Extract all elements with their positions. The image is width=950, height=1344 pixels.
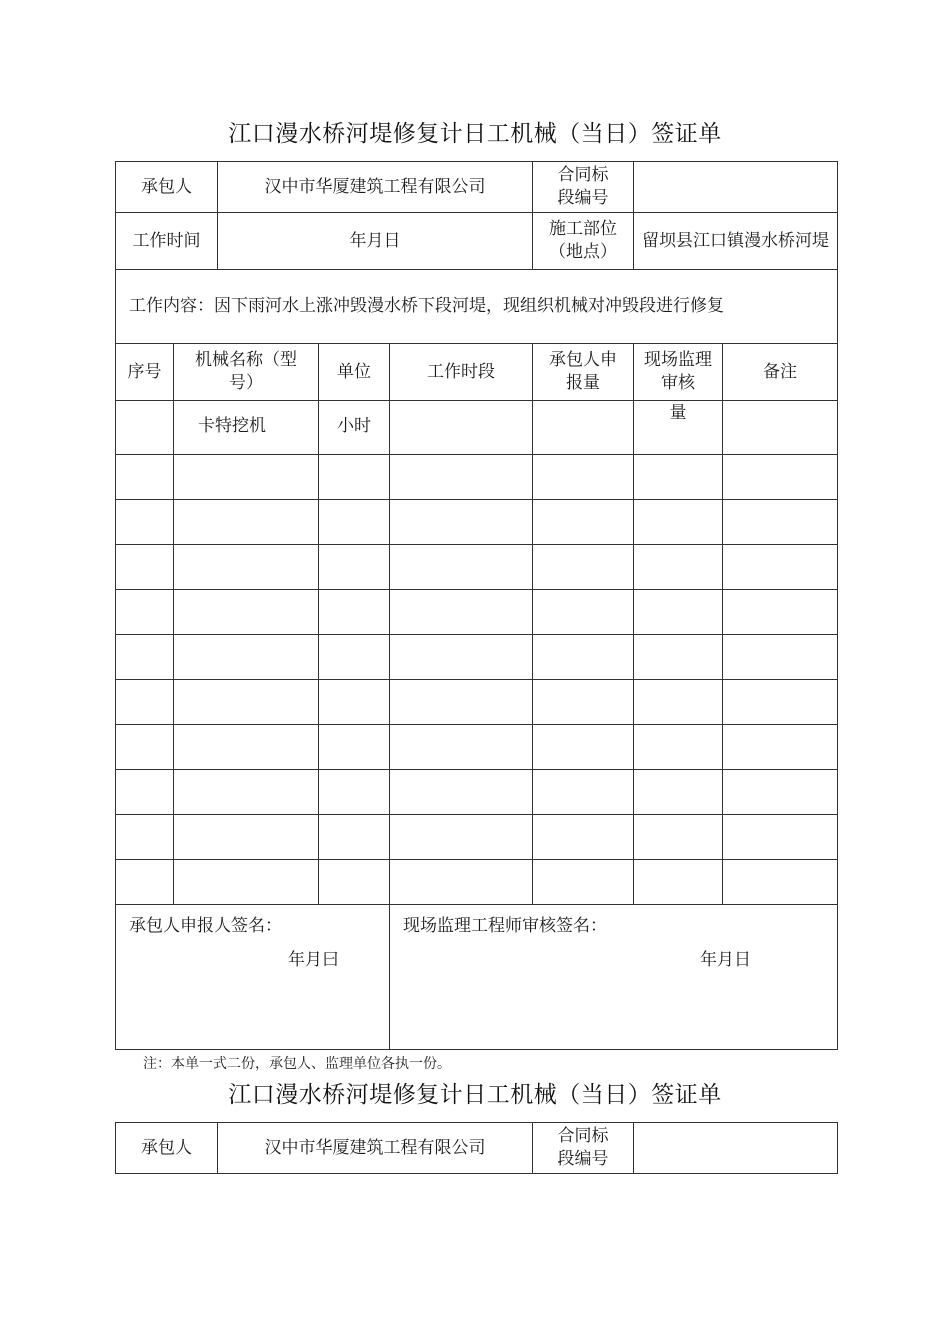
row-index[interactable] [116,500,174,545]
row-unit[interactable] [319,455,390,500]
location-label-text: 施工部位（地点） [549,219,617,262]
row-remark[interactable] [723,500,838,545]
row-machine-name[interactable] [174,500,319,545]
header-machine-name [174,344,319,401]
work-time-label: 工作时间 [116,213,218,270]
second-contractor-label: 承包人 [116,1123,218,1174]
row-unit[interactable] [319,545,390,590]
row-remark[interactable] [723,590,838,635]
table-row [116,635,838,680]
row-machine-name[interactable] [174,770,319,815]
row-remark[interactable] [723,860,838,905]
row-declared[interactable] [533,401,634,455]
contractor-value: 汉中市华厦建筑工程有限公司 [218,162,533,213]
header-audited-text: 现场监理审核 [644,350,712,393]
row-index[interactable] [116,770,174,815]
supervisor-signature-label: 现场监理工程师审核签名： [403,916,607,936]
table-row [116,401,838,455]
row-audited[interactable] [634,500,723,545]
row-machine-name[interactable] [174,590,319,635]
row-index[interactable] [116,590,174,635]
header-declared-text: 承包人申报量 [549,350,617,393]
header-period: 工作时段 [390,344,533,401]
row-machine-name[interactable] [174,455,319,500]
row-period[interactable] [390,500,533,545]
second-page-title: 江口漫水桥河堤修复计日工机械（当日）签证单 [228,1082,722,1108]
header-index: 序号 [116,344,174,401]
row-remark[interactable] [723,635,838,680]
row-machine-name[interactable] [174,680,319,725]
row-index[interactable] [116,635,174,680]
row-declared[interactable] [533,860,634,905]
second-contractor-value: 汉中市华厦建筑工程有限公司 [218,1123,533,1174]
supervisor-signature-cell[interactable] [390,905,838,1050]
row-period[interactable] [390,401,533,455]
row-period[interactable] [390,455,533,500]
contractor-signature-date: 年月曰 [288,950,339,970]
row-period[interactable] [390,635,533,680]
row-declared[interactable] [533,635,634,680]
row-unit[interactable] [319,680,390,725]
header-declared [533,344,634,401]
row-declared[interactable] [533,590,634,635]
row-remark[interactable] [723,401,838,455]
row-declared[interactable] [533,500,634,545]
location-value [634,213,838,270]
row-audited-text: 量 [669,403,687,423]
row-machine-name-text: 卡特挖机 [198,416,266,436]
contract-section-value[interactable] [634,162,838,213]
row-unit[interactable] [319,860,390,905]
row-period[interactable] [390,725,533,770]
row-period[interactable] [390,860,533,905]
row-period[interactable] [390,545,533,590]
second-contract-section-label-text: 合同标段编号 [557,1126,609,1169]
contractor-signature-cell[interactable] [116,905,390,1050]
table-row [116,680,838,725]
row-index[interactable] [116,455,174,500]
row-unit[interactable] [319,725,390,770]
row-index[interactable] [116,725,174,770]
row-remark[interactable] [723,725,838,770]
row-declared[interactable] [533,680,634,725]
page-title: 江口漫水桥河堤修复计日工机械（当日）签证单 [228,121,722,147]
table-row [116,590,838,635]
contractor-label: 承包人 [116,162,218,213]
contractor-signature-label: 承包人申报人签名： [129,916,282,936]
row-audited[interactable] [634,725,723,770]
table-row [116,725,838,770]
table-row [116,815,838,860]
header-remark: 备注 [723,344,838,401]
row-unit[interactable] [319,401,390,455]
row-remark[interactable] [723,545,838,590]
header-machine-name-text: 机械名称（型号） [195,350,297,393]
row-period[interactable] [390,590,533,635]
row-machine-name[interactable] [174,815,319,860]
row-declared[interactable] [533,545,634,590]
row-remark[interactable] [723,770,838,815]
row-declared[interactable] [533,770,634,815]
location-label [533,213,634,270]
row-unit-text: 小时 [337,416,371,436]
row-remark[interactable] [723,455,838,500]
row-machine-name[interactable] [174,545,319,590]
row-declared[interactable] [533,725,634,770]
contract-section-label-text: 合同标段编号 [557,165,609,208]
empty-rows [116,455,838,905]
work-time-value[interactable]: 年月日 [218,213,533,270]
visa-form-table [115,161,838,1050]
row-unit[interactable] [319,770,390,815]
row-index[interactable] [116,815,174,860]
contract-section-label [533,162,634,213]
row-audited[interactable] [634,815,723,860]
row-audited[interactable] [634,860,723,905]
table-row [116,770,838,815]
table-row [116,860,838,905]
row-declared[interactable] [533,455,634,500]
row-audited[interactable] [634,770,723,815]
row-machine-name[interactable] [174,635,319,680]
row-unit[interactable] [319,500,390,545]
row-unit[interactable] [319,590,390,635]
row-audited[interactable] [634,455,723,500]
second-contract-section-label [533,1123,634,1174]
work-content: 工作内容：因下雨河水上涨冲毁漫水桥下段河堤，现组织机械对冲毁段进行修复 [116,270,838,344]
row-period[interactable] [390,680,533,725]
form-note: 注：本单一式二份，承包人、监理单位各执一份。 [143,1056,451,1072]
row-index[interactable] [116,680,174,725]
row-index[interactable] [116,545,174,590]
row-remark[interactable] [723,680,838,725]
row-index[interactable] [116,860,174,905]
row-declared[interactable] [533,815,634,860]
row-audited[interactable] [634,401,723,455]
row-unit[interactable] [319,635,390,680]
row-machine-name[interactable] [174,860,319,905]
row-audited[interactable] [634,635,723,680]
header-unit: 单位 [319,344,390,401]
row-audited[interactable] [634,545,723,590]
second-visa-form-table [115,1122,838,1174]
table-row [116,500,838,545]
row-index[interactable] [116,401,174,455]
table-row [116,455,838,500]
row-remark[interactable] [723,815,838,860]
row-period[interactable] [390,770,533,815]
row-audited[interactable] [634,680,723,725]
second-contract-section-value[interactable] [634,1123,838,1174]
row-audited[interactable] [634,590,723,635]
row-unit[interactable] [319,815,390,860]
row-machine-name[interactable] [174,725,319,770]
header-audited [634,344,723,401]
row-machine-name[interactable] [174,401,319,455]
supervisor-signature-date: 年月日 [700,950,751,970]
location-value-text: 留坝县江口镇漫水桥河堤 [642,230,829,251]
table-row [116,545,838,590]
row-period[interactable] [390,815,533,860]
